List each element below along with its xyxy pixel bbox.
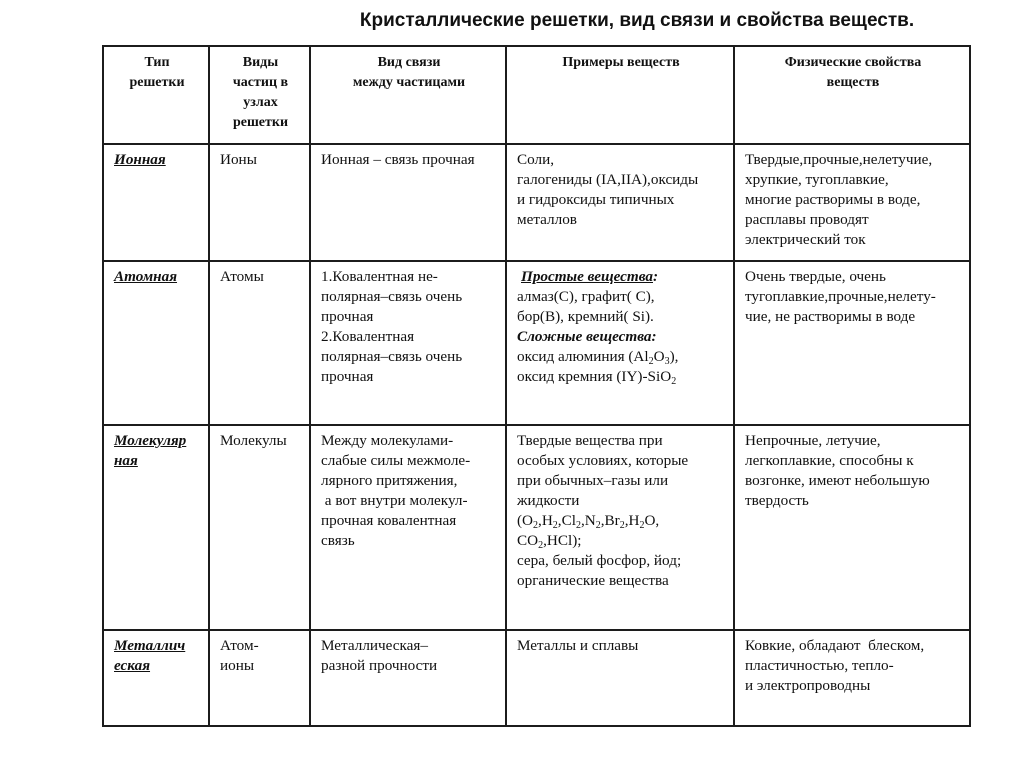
header-particle-kinds: Виды частиц в узлах решетки: [209, 46, 310, 144]
cell-examples: Соли, галогениды (IA,IIA),оксиды и гидроксиды типичных металлов: [506, 144, 734, 261]
cell-bond: Ионная – связь прочная: [310, 144, 506, 261]
page-title: Кристаллические решетки, вид связи и свойства веществ.: [359, 10, 915, 31]
cell-properties: Твердые,прочные,нелетучие, хрупкие, тугоплавкие, многие растворимы в воде, расплавы проводят электрический ток: [734, 144, 970, 261]
header-examples: Примеры веществ: [506, 46, 734, 144]
cell-particles: Ионы: [209, 144, 310, 261]
cell-bond: 1.Ковалентная не- полярная–связь очень прочная 2.Ковалентная полярная–связь очень прочная: [310, 261, 506, 425]
row-ionic: [103, 144, 970, 261]
crystal-lattice-table: [102, 45, 971, 727]
cell-type: Атомная: [103, 261, 209, 425]
cell-examples: Металлы и сплавы: [506, 630, 734, 726]
row-molecular: [103, 425, 970, 630]
header-physical-properties: Физические свойства веществ: [734, 46, 970, 144]
header-lattice-type: Тип решетки: [103, 46, 209, 144]
cell-type: Металлич еская: [103, 630, 209, 726]
cell-examples: Твердые вещества при особых условиях, которые при обычных–газы или жидкости ($O_2,H_2,Cl_2,N_2,Br_2,H_2O$, $CO_2,HCl$); сера, белый фосфор, йод; органические вещества: [506, 425, 734, 630]
cell-properties: Ковкие, обладают блеском, пластичностью, тепло- и электропроводны: [734, 630, 970, 726]
cell-particles: Молекулы: [209, 425, 310, 630]
header-row: [103, 46, 970, 144]
row-metallic: [103, 630, 970, 726]
header-bond-type: Вид связи между частицами: [310, 46, 506, 144]
cell-bond: Металлическая– разной прочности: [310, 630, 506, 726]
cell-type: Ионная: [103, 144, 209, 261]
cell-bond: Между молекулами- слабые силы межмоле- лярного притяжения, а вот внутри молекул- прочная ковалентная связь: [310, 425, 506, 630]
cell-examples: Простые вещества: алмаз(С), графит( С), бор(В), кремний( Si). Сложные вещества: оксид алюминия $(Al_2O_3)$, оксид кремния (IY)-SiO$_2$: [506, 261, 734, 425]
row-atomic: [103, 261, 970, 425]
cell-particles: Атом- ионы: [209, 630, 310, 726]
cell-type: Молекуляр ная: [103, 425, 209, 630]
cell-properties: Непрочные, летучие, легкоплавкие, способны к возгонке, имеют небольшую твердость: [734, 425, 970, 630]
cell-particles: Атомы: [209, 261, 310, 425]
cell-properties: Очень твердые, очень тугоплавкие,прочные,нелету- чие, не растворимы в воде: [734, 261, 970, 425]
